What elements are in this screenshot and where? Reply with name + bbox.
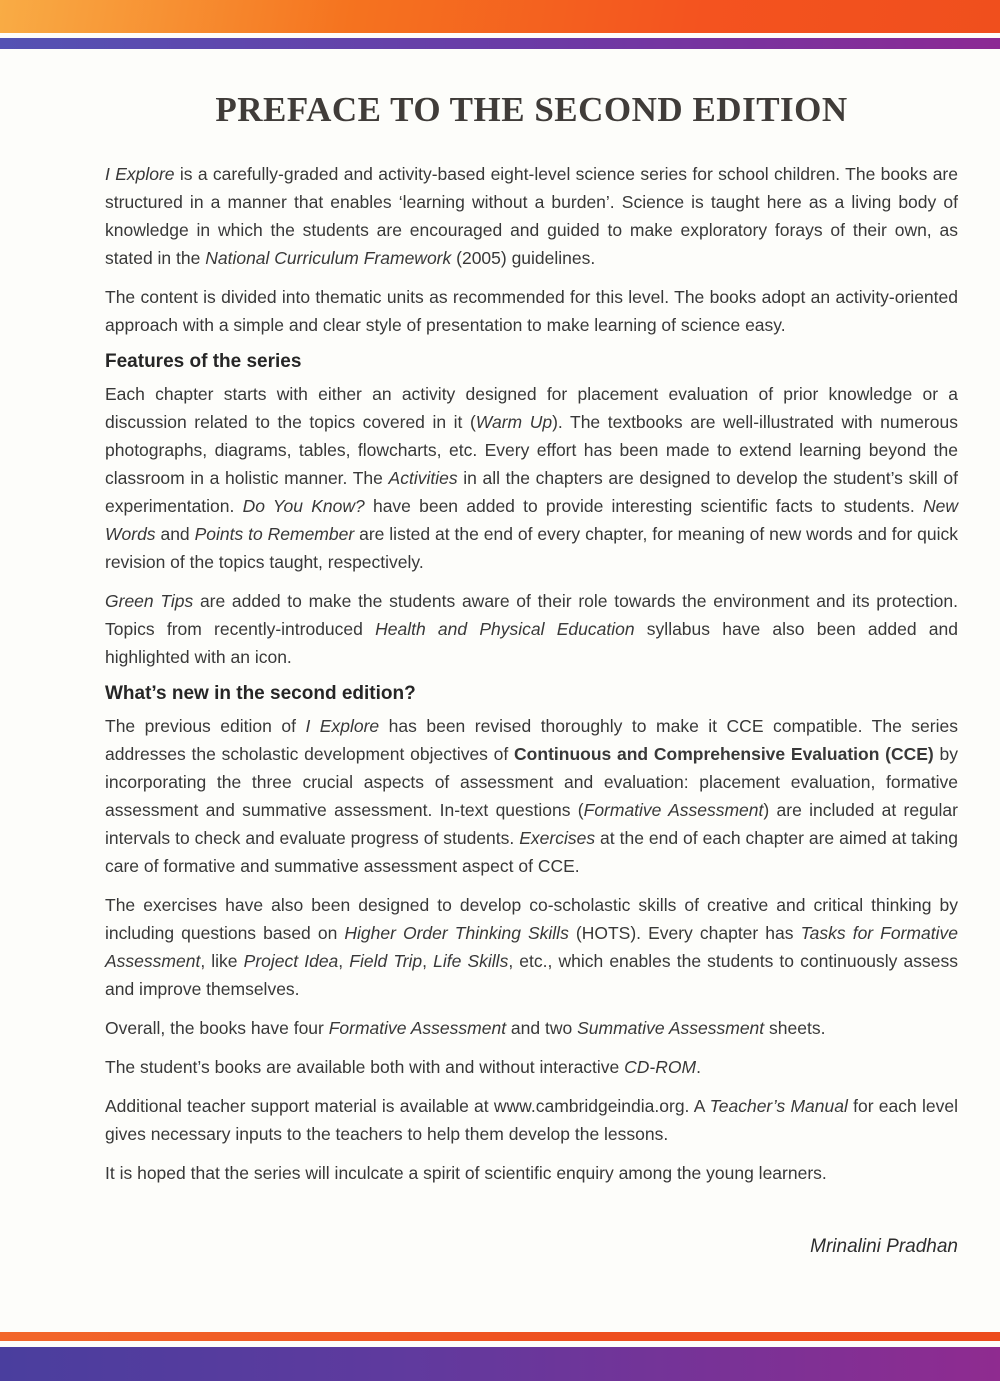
author-signature: Mrinalini Pradhan xyxy=(810,1236,958,1257)
preface-content xyxy=(105,90,958,1261)
preface-body xyxy=(105,160,958,1187)
paragraph: The content is divided into thematic units as recommended for this level. The books adopt an activity-oriented approach with a simple and clear style of presentation to make learning of science easy. xyxy=(105,287,958,335)
section-heading: What’s new in the second edition? xyxy=(105,683,416,704)
paragraph: Overall, the books have four Formative Assessment and two Summative Assessment sheets. xyxy=(105,1018,826,1038)
paragraph: Each chapter starts with either an activity designed for placement evaluation of prior knowledge or a discussion related to the topics covered in it (Warm Up). The textbooks are well-illustrated with numerous photographs, diagrams, tables, flowcharts, etc. Every effort has been made to extend learning beyond the classroom in a holistic manner. The Activities in all the chapters are designed to develop the student’s skill of experimentation. Do You Know? have been added to provide interesting scientific facts to students. New Words and Points to Remember are listed at the end of every chapter, for meaning of new words and for quick revision of the topics taught, respectively. xyxy=(105,384,958,572)
paragraph: The previous edition of I Explore has been revised thoroughly to make it CCE compatible. The series addresses the scholastic development objectives of Continuous and Comprehensive Evaluation (CCE) by incorporating the three crucial aspects of assessment and evaluation: placement evaluation, formative assessment and summative assessment. In-text questions (Formative Assessment) are included at regular intervals to check and evaluate progress of students. Exercises at the end of each chapter are aimed at taking care of formative and summative assessment aspect of CCE. xyxy=(105,716,958,876)
section-heading: Features of the series xyxy=(105,351,302,372)
paragraph: The exercises have also been designed to develop co-scholastic skills of creative and critical thinking by including questions based on Higher Order Thinking Skills (HOTS). Every chapter has Tasks for Formative Assessment, like Project Idea, Field Trip, Life Skills, etc., which enables the students to continuously assess and improve themselves. xyxy=(105,895,958,999)
paragraph: I Explore is a carefully-graded and activity-based eight-level science series for school children. The books are structured in a manner that enables ‘learning without a burden’. Science is taught here as a living body of knowledge in which the students are encouraged and guided to make exploratory forays of their own, as stated in the National Curriculum Framework (2005) guidelines. xyxy=(105,164,958,268)
paragraph: The student’s books are available both with and without interactive CD-ROM. xyxy=(105,1057,701,1077)
top-purple-stripe xyxy=(0,38,1000,49)
top-orange-band xyxy=(0,0,1000,33)
paragraph: It is hoped that the series will inculcate a spirit of scientific enquiry among the young learners. xyxy=(105,1163,827,1183)
paragraph: Additional teacher support material is available at www.cambridgeindia.org. A Teacher’s Manual for each level gives necessary inputs to the teachers to help them develop the lessons. xyxy=(105,1096,958,1144)
paragraph: Green Tips are added to make the students aware of their role towards the environment and its protection. Topics from recently-introduced Health and Physical Education syllabus have also been added and highlighted with an icon. xyxy=(105,591,959,667)
bottom-purple-band xyxy=(0,1347,1000,1381)
page-title: PREFACE TO THE SECOND EDITION xyxy=(215,90,848,129)
bottom-orange-stripe xyxy=(0,1332,1000,1341)
